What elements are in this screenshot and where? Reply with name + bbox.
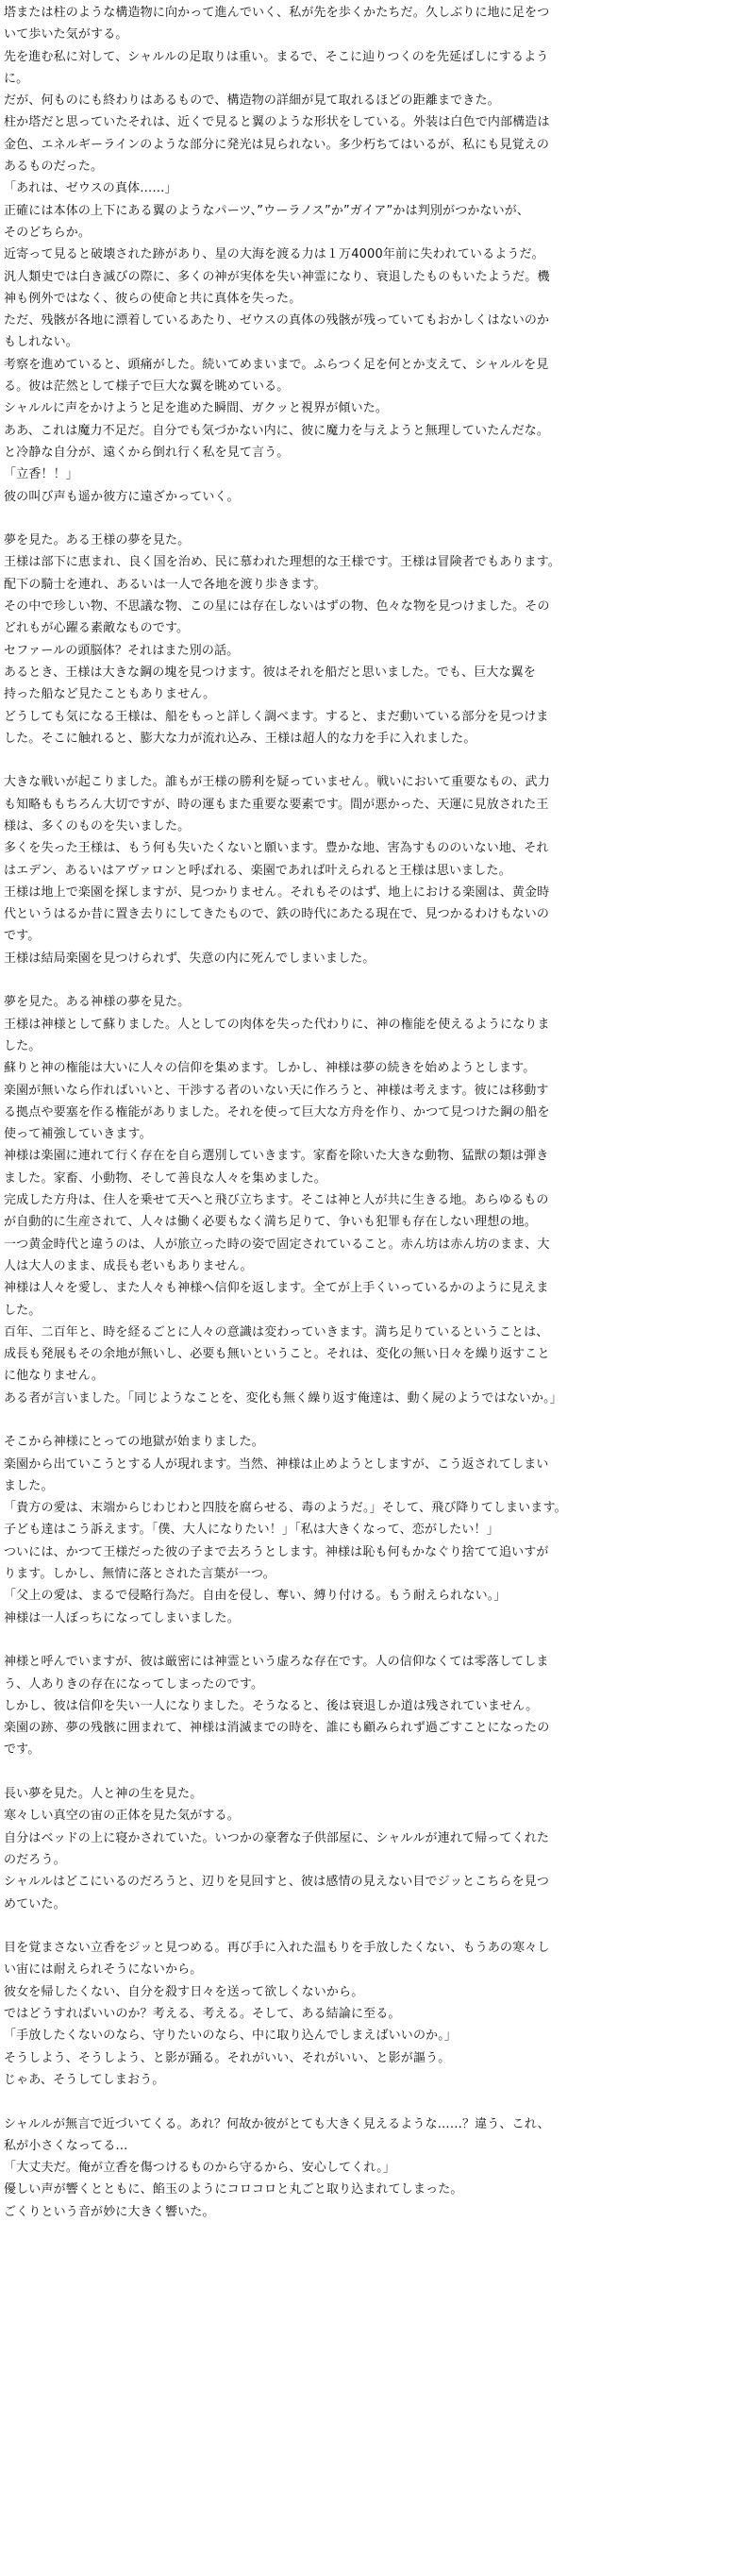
blank-line xyxy=(4,969,743,991)
text-line: 配下の騎士を連れ、あるいは一人で各地を渡り歩きます。 xyxy=(4,577,326,592)
text-line: 「手放したくないのなら、守りたいのなら、中に取り込んでしまえばいいのか。」 xyxy=(4,2029,458,2044)
text-line: に。 xyxy=(4,71,29,86)
blank-line xyxy=(4,1761,743,1783)
text-line: 成長も発展もその余地が無いし、必要も無いということ。それは、変化の無い日々を繰り返すこと xyxy=(4,1347,550,1362)
text-line: 塔または柱のような構造物に向かって進んでいく、私が先を歩くかたちだ。久しぶりに地に足をつ xyxy=(4,6,550,20)
text-line: じゃあ、そうしてしまおう。 xyxy=(4,2072,165,2087)
text-line: 楽園が無いなら作ればいいと、干渉する者のいない天に作ろうと、神様は考えます。彼には移動す xyxy=(4,1083,549,1098)
text-line: シャルルが無言で近づいてくる。あれ？何故か彼がとても大きく見えるような……？違う、これ、 xyxy=(4,2116,550,2131)
text-line: しかし、彼は信仰を失い一人になりました。そうなると、後は衰退しか道は残されていません。 xyxy=(4,1698,539,1713)
text-line: のだろう。 xyxy=(4,1852,66,1867)
text-line: どれもが心躍る素敵なものです。 xyxy=(4,621,190,636)
text-line: 持った船など見たこともありません。 xyxy=(4,687,216,702)
blank-line xyxy=(4,749,743,771)
text-line: 目を覚まさない立香をジッと見つめる。再び手に入れた温もりを手放したくない、もうあの寒々し xyxy=(4,1941,550,1956)
text-line: 使って補強していきます。 xyxy=(4,1127,152,1142)
text-line: 蘇りと神の権能は大いに人々の信仰を集めます。しかし、神様は夢の続きを始めようとします。 xyxy=(4,1061,536,1076)
text-line: 神様は人々を愛し、また人々も神様へ信仰を返します。全てが上手くいっているかのように見えま xyxy=(4,1281,549,1296)
text-line: ただ、残骸が各地に漂着しているあたり、ゼウスの真体の残骸が残っていてもおかしくはないのか xyxy=(4,313,550,328)
text-line: 神様と呼んでいますが、彼は厳密には神霊という虚ろな存在です。人の信仰なくては零落してしま xyxy=(4,1655,549,1670)
text-line: です。 xyxy=(4,1743,41,1758)
text-line: ある者が言いました。「同じようなことを、変化も無く繰り返す俺達は、動く屍のようではないか。」 xyxy=(4,1390,562,1406)
text-line: 王様は部下に恵まれ、良く国を治め、民に慕われた理想的な王様です。王様は冒険者でもあります。 xyxy=(4,555,560,570)
text-line: 汎人類史では白き滅びの際に、多くの神が実体を失い神霊になり、衰退したものもいたようだ。機 xyxy=(4,269,550,284)
text-line: 多くを失った王様は、もう何も失いたくないと願います。豊かな地、害為すもののいない地、それ xyxy=(4,841,549,856)
text-line: 自分はベッドの上に寝かされていた。いつかの豪奢な子供部屋に、シャルルが連れて帰ってくれた xyxy=(4,1830,550,1845)
text-line: も知略ももちろん大切ですが、時の運もまた重要な要素です。間が悪かった、天運に見放された王 xyxy=(4,797,549,812)
blank-line xyxy=(4,1629,743,1651)
blank-line xyxy=(4,2091,743,2113)
text-line: した。そこに触れると、膨大な力が流れ込み、王様は超人的な力を手に入れました。 xyxy=(4,731,476,746)
text-line: 代というはるか昔に置き去りにしてきたもので、鉄の時代にあたる現在で、見つかるわけもないの xyxy=(4,907,550,922)
text-line: 柱か塔だと思っていたそれは、近くで見ると翼のような形状をしている。外装は白色で内部構造は xyxy=(4,115,550,130)
text-line: した。 xyxy=(4,1038,42,1053)
text-line: 「父上の愛は、まるで侵略行為だ。自由を侵し、奪い、縛り付ける。もう耐えられない。」 xyxy=(4,1589,507,1604)
text-line: あるものだった。 xyxy=(4,160,104,175)
text-line: 子ども達はこう訴えます。「僕、大人になりたい！」「私は大きくなって、恋がしたい！」 xyxy=(4,1523,499,1538)
text-line: だが、何ものにも終わりはあるもので、構造物の詳細が見て取れるほどの距離まできた。 xyxy=(4,93,500,109)
text-line: る拠点や要塞を作る権能がありました。それを使って巨大な方舟を作り、かつて見つけた鋼の船を xyxy=(4,1104,550,1120)
text-line: 正確には本体の上下にある翼のようなパーツ、”ウーラノス”か”ガイア”かは判別がつかないが、 xyxy=(4,203,530,218)
text-line: 神様は楽園に連れて行く存在を自ら選別していきます。家畜を除いた大きな動物、猛獣の類は弾き xyxy=(4,1149,549,1164)
text-line: 「貴方の愛は、末端からじわじわと四肢を腐らせる、毒のようだ。」そして、飛び降りてしまいます。 xyxy=(4,1501,567,1516)
text-line: 百年、二百年と、時を経るごとに人々の意識は変わっていきます。満ち足りているということは、 xyxy=(4,1324,549,1339)
text-line: 王様は地上で楽園を探しますが、見つかりません。それもそのはず、地上における楽園は、黄金時 xyxy=(4,884,550,900)
text-line: ついには、かつて王様だった彼の子まで去ろうとします。神様は恥も何もかなぐり捨てて追いすが xyxy=(4,1544,549,1559)
text-line: る。彼は茫然として様子で巨大な翼を眺めている。 xyxy=(4,379,290,395)
text-line: あるとき、王様は大きな鋼の塊を見つけます。彼はそれを船だと思いました。でも、巨大な翼を xyxy=(4,665,536,680)
text-line: ごくりという音が妙に大きく響いた。 xyxy=(4,2204,215,2219)
text-line: 金色、エネルギーラインのような部分に発光は見られない。多少朽ちてはいるが、私にも見覚えの xyxy=(4,137,550,152)
text-line: に他なりません。 xyxy=(4,1369,104,1384)
text-line: そこから神様にとっての地獄が始まりました。 xyxy=(4,1435,264,1450)
text-line: どうしても気になる王様は、船をもっと詳しく調べます。すると、まだ動いている部分を見つけま xyxy=(4,709,549,724)
text-line: 人は大人のまま、成長も老いもありません。 xyxy=(4,1258,253,1273)
text-line: ります。しかし、無情に落とされた言葉が一つ。 xyxy=(4,1567,275,1582)
text-line: 王様は神様として蘇りました。人としての肉体を失った代わりに、神の権能を使えるようになりま xyxy=(4,1017,550,1032)
text-line: 大きな戦いが起こりました。誰もが王様の勝利を疑っていません。戦いにおいて重要なもの、武力 xyxy=(4,775,550,790)
text-line: 楽園の跡、夢の残骸に囲まれて、神様は消滅までの時を、誰にも顧みられず過ごすことになったの xyxy=(4,1721,550,1736)
text-line: 神も例外ではなく、彼らの使命と共に真体を失った。 xyxy=(4,291,302,306)
text-line: ました。家畜、小動物、そして善良な人々を集めました。 xyxy=(4,1170,326,1186)
blank-line xyxy=(4,1915,743,1937)
text-line: 神様は一人ぼっちになってしまいました。 xyxy=(4,1610,240,1625)
text-line: 考察を進めていると、頭痛がした。続いてめまいまで。ふらつく足を何とか支えて、シャルルを見 xyxy=(4,357,549,372)
text-line: した。 xyxy=(4,1303,42,1318)
text-line: いて歩いた気がする。 xyxy=(4,27,128,42)
text-line: 王様は結局楽園を見つけられず、失意の内に死んでしまいました。 xyxy=(4,951,376,966)
text-line: 楽園から出ていこうとする人が現れます。当然、神様は止めようとしますが、こう返されてしまい xyxy=(4,1456,549,1472)
text-line: 「立香！！」 xyxy=(4,467,78,482)
text-line: シャルルに声をかけようと足を進めた瞬間、ガクッと視界が傾いた。 xyxy=(4,401,389,416)
text-line: シャルルはどこにいるのだろうと、辺りを見回すと、彼は感情の見えない目でジッとこちらを見つ xyxy=(4,1875,550,1890)
text-line: ああ、これは魔力不足だ。自分でも気づかない内に、彼に魔力を与えようと無理していたんだな。 xyxy=(4,423,550,438)
text-line: めていた。 xyxy=(4,1896,66,1911)
text-line: もしれない。 xyxy=(4,335,78,350)
text-line: そうしよう、そうしよう、と影が踊る。それがいい、それがいい、と影が謳う。 xyxy=(4,2050,451,2065)
text-line: が自動的に生産されて、人々は働く必要もなく満ち足りて、争いも犯罪も存在しない理想の地。 xyxy=(4,1215,537,1230)
text-line: そのどちらか。 xyxy=(4,225,92,240)
text-line: 私が小さくなってる… xyxy=(4,2138,128,2153)
text-line: 夢を見た。ある神様の夢を見た。 xyxy=(4,995,191,1010)
text-line: その中で珍しい物、不思議な物、この星には存在しないはずの物、色々な物を見つけました。その xyxy=(4,599,550,615)
text-line: はエデン、あるいはアヴァロンと呼ばれる、楽園であれば叶えられると王様は思いました。 xyxy=(4,863,511,878)
text-line: 「大丈夫だ。俺が立香を傷つけるものから守るから、安心してくれ。」 xyxy=(4,2161,396,2176)
text-line: 先を進む私に対して、シャルルの足取りは重い。まるで、そこに辿りつくのを先延ばしにするよう xyxy=(4,49,549,64)
text-line: ではどうすればいいのか？考える、考える。そして、ある結論に至る。 xyxy=(4,2007,401,2022)
text-line: 様は、多くのものを失いました。 xyxy=(4,818,191,833)
text-line: 長い夢を見た。人と神の生を見た。 xyxy=(4,1787,203,1802)
text-line: です。 xyxy=(4,929,41,944)
text-line: と冷静な自分が、遠くから倒れ行く私を見て言う。 xyxy=(4,445,290,460)
text-line: 夢を見た。ある王様の夢を見た。 xyxy=(4,533,191,548)
text-line: 彼女を帰したくない、自分を殺す日々を送って欲しくないから。 xyxy=(4,1984,364,1999)
text-line: い宙には耐えられそうにないから。 xyxy=(4,1962,203,1978)
blank-line xyxy=(4,508,743,530)
text-line: 優しい声が響くとともに、餡玉のようにコロコロと丸ごと取り込まれてしまった。 xyxy=(4,2182,463,2197)
text-line: 近寄って見ると破壊された跡があり、星の大海を渡る力は１万4000年前に失われているようだ。 xyxy=(4,247,544,262)
text-line: 彼の叫び声も遥か彼方に遠ざかっていく。 xyxy=(4,489,240,504)
text-line: 一つ黄金時代と違うのは、人が旅立った時の姿で固定されていること。赤ん坊は赤ん坊のまま、大 xyxy=(4,1237,550,1252)
text-line: セファールの頭脳体？それはまた別の話。 xyxy=(4,643,240,658)
text-line: ました。 xyxy=(4,1478,54,1493)
text-line: う、人ありきの存在になってしまったのです。 xyxy=(4,1676,264,1692)
text-line: 寒々しい真空の宙の正体を見た気がする。 xyxy=(4,1809,240,1824)
text-line: 「あれは、ゼウスの真体……」 xyxy=(4,181,177,196)
text-line: 完成した方舟は、住人を乗せて天へと飛び立ちます。そこは神と人が共に生きる地。あらゆるもの xyxy=(4,1193,549,1208)
blank-line xyxy=(4,1409,743,1431)
